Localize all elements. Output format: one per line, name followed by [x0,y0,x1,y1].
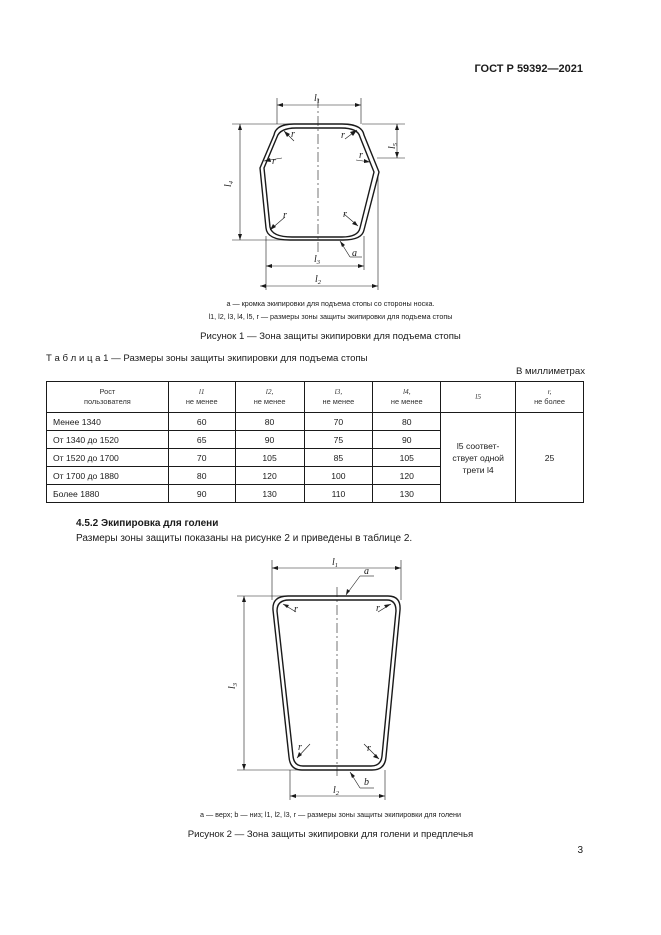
section-heading: 4.5.2 Экипировка для голени [76,518,219,529]
header-l1: l1 не менее [168,382,235,413]
table-1-units: В миллиметрах [515,366,585,377]
page-number: 3 [577,845,583,856]
header-height: Рост пользователя [47,382,169,413]
cell-l4: 105 [373,449,441,467]
fig2-r-label: r [294,604,298,615]
section-paragraph: Размеры зоны защиты показаны на рисунке 2 и приведены в таблице 2. [76,533,413,544]
fig1-l3-label: $l_3$ [314,254,321,266]
cell-height: От 1520 до 1700 [47,449,169,467]
cell-height: От 1340 до 1520 [47,431,169,449]
cell-height: Более 1880 [47,485,169,503]
cell-l3: 110 [304,485,373,503]
fig2-r-label: r [298,742,302,753]
fig2-l3-label: $l_3$ [227,682,239,689]
cell-l4: 90 [373,431,441,449]
cell-l1: 65 [168,431,235,449]
fig2-b-label: b [364,777,369,788]
cell-l2: 80 [235,413,304,431]
fig1-a-label: a [352,248,357,259]
cell-l2: 120 [235,467,304,485]
standard-number: ГОСТ Р 59392—2021 [474,63,583,75]
cell-height: От 1700 до 1880 [47,467,169,485]
table-1-title: Т а б л и ц а 1 — Размеры зоны защиты экипировки для подъема стопы [46,353,368,364]
figure-2-caption: Рисунок 2 — Зона защиты экипировки для голени и предплечья [187,829,474,840]
figure-1-legend-line-2: l1, l2, l3, l4, l5, r — размеры зоны защиты экипировки для подъема стопы [208,312,453,321]
fig2-r-label: r [367,743,371,754]
cell-l1: 80 [168,467,235,485]
fig2-r-label: r [376,603,380,614]
cell-l2: 105 [235,449,304,467]
cell-l3: 85 [304,449,373,467]
cell-l2: 90 [235,431,304,449]
fig2-a-label: a [364,566,369,577]
fig1-l1-label: $l_1$ [314,93,321,105]
cell-l2: 130 [235,485,304,503]
header-r: r, не более [516,382,584,413]
cell-height: Менее 1340 [47,413,169,431]
fig1-r-label: r [291,129,295,140]
header-l4: l4, не менее [373,382,441,413]
fig2-l2-label: $l_2$ [333,785,340,797]
fig1-r-label: r [359,150,363,161]
cell-l5-note: l5 соответ- ствует одной трети l4 [441,413,516,503]
cell-l4: 80 [373,413,441,431]
header-l2: l2, не менее [235,382,304,413]
fig1-r-label: r [341,130,345,141]
fig1-r-label: r [283,210,287,221]
fig2-l1-label: $l_1$ [332,557,339,569]
cell-l1: 60 [168,413,235,431]
fig1-l2-label: $l_2$ [315,274,322,286]
cell-l3: 70 [304,413,373,431]
cell-l3: 75 [304,431,373,449]
cell-l4: 130 [373,485,441,503]
figure-2-legend: a — верх; b — низ; l1, l2, l3, r — размеры зоны защиты экипировки для голени [200,810,461,819]
header-l5: l5 [441,382,516,413]
header-l3: l3, не менее [304,382,373,413]
figure-1-legend-line-1: a — кромка экипировки для подъема стопы со стороны носка. [226,299,435,308]
cell-l1: 70 [168,449,235,467]
fig1-r-label: r [272,156,276,167]
figure-1-caption: Рисунок 1 — Зона защиты экипировки для подъема стопы [200,331,461,342]
cell-l4: 120 [373,467,441,485]
fig1-l4-label: $l_4$ [223,180,235,187]
cell-r-value: 25 [516,413,584,503]
cell-l3: 100 [304,467,373,485]
cell-l1: 90 [168,485,235,503]
fig1-l5-label: $l_5$ [387,142,399,149]
fig1-r-label: r [343,209,347,220]
